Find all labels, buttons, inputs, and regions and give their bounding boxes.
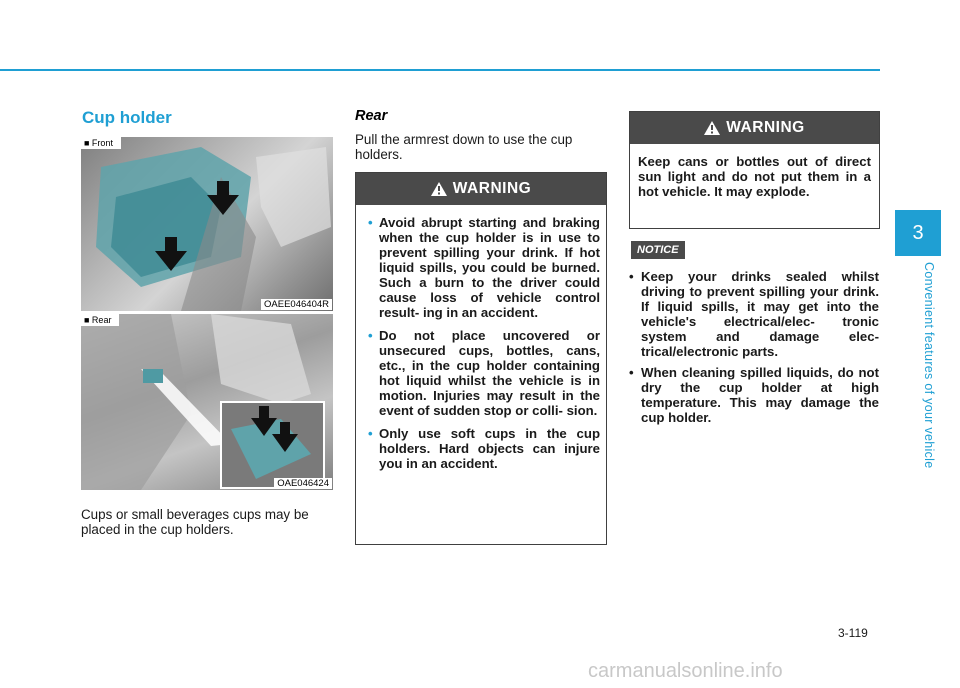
figure-tag-front: ■ Front (81, 137, 121, 149)
page-number: 3-119 (838, 626, 868, 640)
rear-instructions: Pull the armrest down to use the cup holders. (355, 132, 573, 162)
warning-item: • Avoid abrupt starting and braking when the cup holder is in use to prevent spilling your drink. If hot liquid spills, you could be burned. Such a burn to the driver could cause loss of vehicle control result- ing in an accident. (368, 215, 600, 320)
notice-item: • Keep your drinks sealed whilst driving to prevent spilling your drink. If liquid spills, it may get into the vehicle's electrical/elec- tronic system and damage elec- trical/electronic parts. (629, 269, 879, 359)
section-title: Cup holder (82, 108, 172, 127)
warning-text: Keep cans or bottles out of direct sun light and do not put them in a hot vehicle. It may explode. (638, 154, 871, 199)
warning-box-side (629, 111, 880, 229)
warning-header (356, 173, 606, 205)
header-rule (0, 69, 880, 71)
notice-list (629, 269, 879, 431)
notice-item: • When cleaning spilled liquids, do not dry the cup holder at high temperature. This may damage the cup holder. (629, 365, 879, 425)
warning-item: • Only use soft cups in the cup holders. Hard objects can injure you in an accident. (368, 426, 600, 471)
notice-badge: NOTICE (631, 241, 685, 259)
warning-header (630, 112, 879, 144)
warning-item: • Do not place uncovered or unsecured cups, bottles, cans, etc., in the cup holder containing hot liquid whilst the vehicle is in motion. Injuries may result in the event of sudden stop or colli- sion. (368, 328, 600, 418)
figure-code-rear: OAE046424 (274, 478, 332, 489)
warning-triangle-icon (431, 182, 447, 196)
front-cup-holder-photo (81, 137, 333, 311)
chapter-number-tab: 3 (895, 210, 941, 256)
rear-cup-holder-photo (81, 314, 333, 490)
figure-tag-rear: ■ Rear (81, 314, 119, 326)
warning-list (368, 215, 600, 471)
warning-label: WARNING (726, 119, 805, 136)
watermark: carmanualsonline.info (588, 660, 783, 682)
warning-box-main (355, 172, 607, 545)
cup-holder-intro: Cups or small beverages cups may be placed in the cup holders. (81, 507, 309, 537)
rear-heading: Rear (355, 108, 388, 124)
chapter-label: Convenient features of your vehicle (922, 262, 936, 469)
warning-label: WARNING (452, 180, 532, 197)
figure-code-front: OAEE046404R (261, 299, 332, 310)
warning-triangle-icon (704, 121, 720, 135)
